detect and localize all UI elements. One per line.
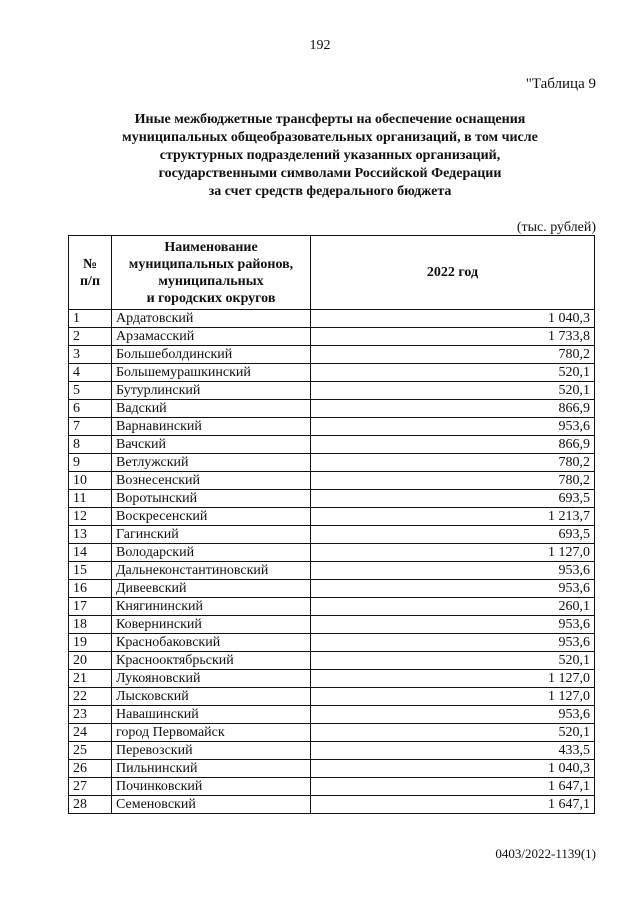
row-name: Варнавинский <box>112 418 311 436</box>
table-row <box>69 436 595 454</box>
table-row <box>69 364 595 382</box>
row-name: Лысковский <box>112 688 311 706</box>
row-name: Бутурлинский <box>112 382 311 400</box>
table-row <box>69 562 595 580</box>
table-row <box>69 544 595 562</box>
row-num: 8 <box>69 436 112 454</box>
row-num: 23 <box>69 706 112 724</box>
table-row <box>69 742 595 760</box>
header-name-line: муниципальных районов, <box>128 256 294 272</box>
document-title <box>90 111 570 201</box>
row-num: 12 <box>69 508 112 526</box>
row-name: Ветлужский <box>112 454 311 472</box>
header-name-line: и городских округов <box>146 290 276 306</box>
table-body <box>69 310 595 814</box>
row-num: 3 <box>69 346 112 364</box>
row-value: 693,5 <box>311 490 595 508</box>
row-name: Большеболдинский <box>112 346 311 364</box>
row-value: 693,5 <box>311 526 595 544</box>
table-row <box>69 598 595 616</box>
row-name: Вознесенский <box>112 472 311 490</box>
table-row <box>69 490 595 508</box>
row-name: Перевозский <box>112 742 311 760</box>
row-name: Семеновский <box>112 796 311 814</box>
row-value: 866,9 <box>311 400 595 418</box>
row-name: Дивеевский <box>112 580 311 598</box>
row-num: 7 <box>69 418 112 436</box>
table-row <box>69 400 595 418</box>
page-number: 192 <box>309 38 331 53</box>
row-name: Воротынский <box>112 490 311 508</box>
table-row <box>69 526 595 544</box>
row-num: 19 <box>69 634 112 652</box>
table-row <box>69 796 595 814</box>
table-row <box>69 706 595 724</box>
row-num: 11 <box>69 490 112 508</box>
row-name: Большемурашкинский <box>112 364 311 382</box>
row-num: 2 <box>69 328 112 346</box>
row-num: 18 <box>69 616 112 634</box>
row-value: 520,1 <box>311 382 595 400</box>
row-value: 520,1 <box>311 652 595 670</box>
document-code: 0403/2022-1139(1) <box>495 846 596 861</box>
row-name: Володарский <box>112 544 311 562</box>
row-name: Навашинский <box>112 706 311 724</box>
table-row <box>69 760 595 778</box>
row-num: 25 <box>69 742 112 760</box>
row-num: 14 <box>69 544 112 562</box>
row-value: 953,6 <box>311 616 595 634</box>
row-name: Краснобаковский <box>112 634 311 652</box>
row-name: Вадский <box>112 400 311 418</box>
row-value: 1 127,0 <box>311 544 595 562</box>
header-name <box>112 236 311 310</box>
title-line: государственными символами Российской Федерации <box>158 166 502 181</box>
row-value: 260,1 <box>311 598 595 616</box>
row-name: Воскресенский <box>112 508 311 526</box>
row-value: 953,6 <box>311 706 595 724</box>
row-value: 1 733,8 <box>311 328 595 346</box>
header-name-line: муниципальных <box>158 273 264 289</box>
row-num: 28 <box>69 796 112 814</box>
row-value: 953,6 <box>311 418 595 436</box>
row-value: 953,6 <box>311 580 595 598</box>
header-num <box>69 236 112 310</box>
table-row <box>69 634 595 652</box>
row-num: 16 <box>69 580 112 598</box>
row-num: 26 <box>69 760 112 778</box>
table-row <box>69 418 595 436</box>
table-row <box>69 724 595 742</box>
header-num-line: № <box>82 256 98 272</box>
table-row <box>69 472 595 490</box>
row-value: 1 040,3 <box>311 310 595 328</box>
row-name: Дальнеконстантиновский <box>112 562 311 580</box>
table-row <box>69 382 595 400</box>
table-row <box>69 346 595 364</box>
table-row <box>69 454 595 472</box>
table-row <box>69 670 595 688</box>
table-row <box>69 310 595 328</box>
title-line: структурных подразделений указанных организаций, <box>159 148 501 163</box>
row-name: Вачский <box>112 436 311 454</box>
row-num: 4 <box>69 364 112 382</box>
row-name: Ардатовский <box>112 310 311 328</box>
row-value: 1 647,1 <box>311 796 595 814</box>
title-line: Иные межбюджетные трансферты на обеспечение оснащения <box>134 112 526 127</box>
row-num: 10 <box>69 472 112 490</box>
title-line: муниципальных общеобразовательных организаций, в том числе <box>122 130 538 145</box>
row-value: 520,1 <box>311 364 595 382</box>
row-num: 5 <box>69 382 112 400</box>
row-num: 17 <box>69 598 112 616</box>
row-num: 21 <box>69 670 112 688</box>
row-name: Гагинский <box>112 526 311 544</box>
row-name: Ковернинский <box>112 616 311 634</box>
row-value: 780,2 <box>311 346 595 364</box>
row-value: 953,6 <box>311 634 595 652</box>
row-name: Лукояновский <box>112 670 311 688</box>
row-num: 22 <box>69 688 112 706</box>
row-value: 953,6 <box>311 562 595 580</box>
row-num: 15 <box>69 562 112 580</box>
table-header-row <box>69 236 595 310</box>
title-line: за счет средств федерального бюджета <box>208 184 452 199</box>
row-value: 1 127,0 <box>311 688 595 706</box>
row-num: 20 <box>69 652 112 670</box>
row-num: 9 <box>69 454 112 472</box>
table-row <box>69 508 595 526</box>
row-name: город Первомайск <box>112 724 311 742</box>
header-year: 2022 год <box>311 236 595 310</box>
row-name: Княгининский <box>112 598 311 616</box>
table-row <box>69 778 595 796</box>
row-value: 1 647,1 <box>311 778 595 796</box>
row-value: 1 127,0 <box>311 670 595 688</box>
header-name-line: Наименование <box>164 239 258 255</box>
row-num: 24 <box>69 724 112 742</box>
row-name: Арзамасский <box>112 328 311 346</box>
table-row <box>69 652 595 670</box>
row-num: 27 <box>69 778 112 796</box>
row-value: 1 213,7 <box>311 508 595 526</box>
row-value: 1 040,3 <box>311 760 595 778</box>
row-name: Починковский <box>112 778 311 796</box>
units-label: (тыс. рублей) <box>516 220 596 235</box>
table-row <box>69 328 595 346</box>
row-value: 866,9 <box>311 436 595 454</box>
row-name: Пильнинский <box>112 760 311 778</box>
row-name: Краснооктябрьский <box>112 652 311 670</box>
row-num: 1 <box>69 310 112 328</box>
table-row <box>69 688 595 706</box>
transfers-table <box>68 235 595 814</box>
row-value: 520,1 <box>311 724 595 742</box>
table-row <box>69 616 595 634</box>
table-row <box>69 580 595 598</box>
table-label: "Таблица 9 <box>525 76 596 92</box>
row-num: 13 <box>69 526 112 544</box>
header-num-line: п/п <box>79 273 101 289</box>
row-value: 433,5 <box>311 742 595 760</box>
row-value: 780,2 <box>311 454 595 472</box>
row-value: 780,2 <box>311 472 595 490</box>
row-num: 6 <box>69 400 112 418</box>
